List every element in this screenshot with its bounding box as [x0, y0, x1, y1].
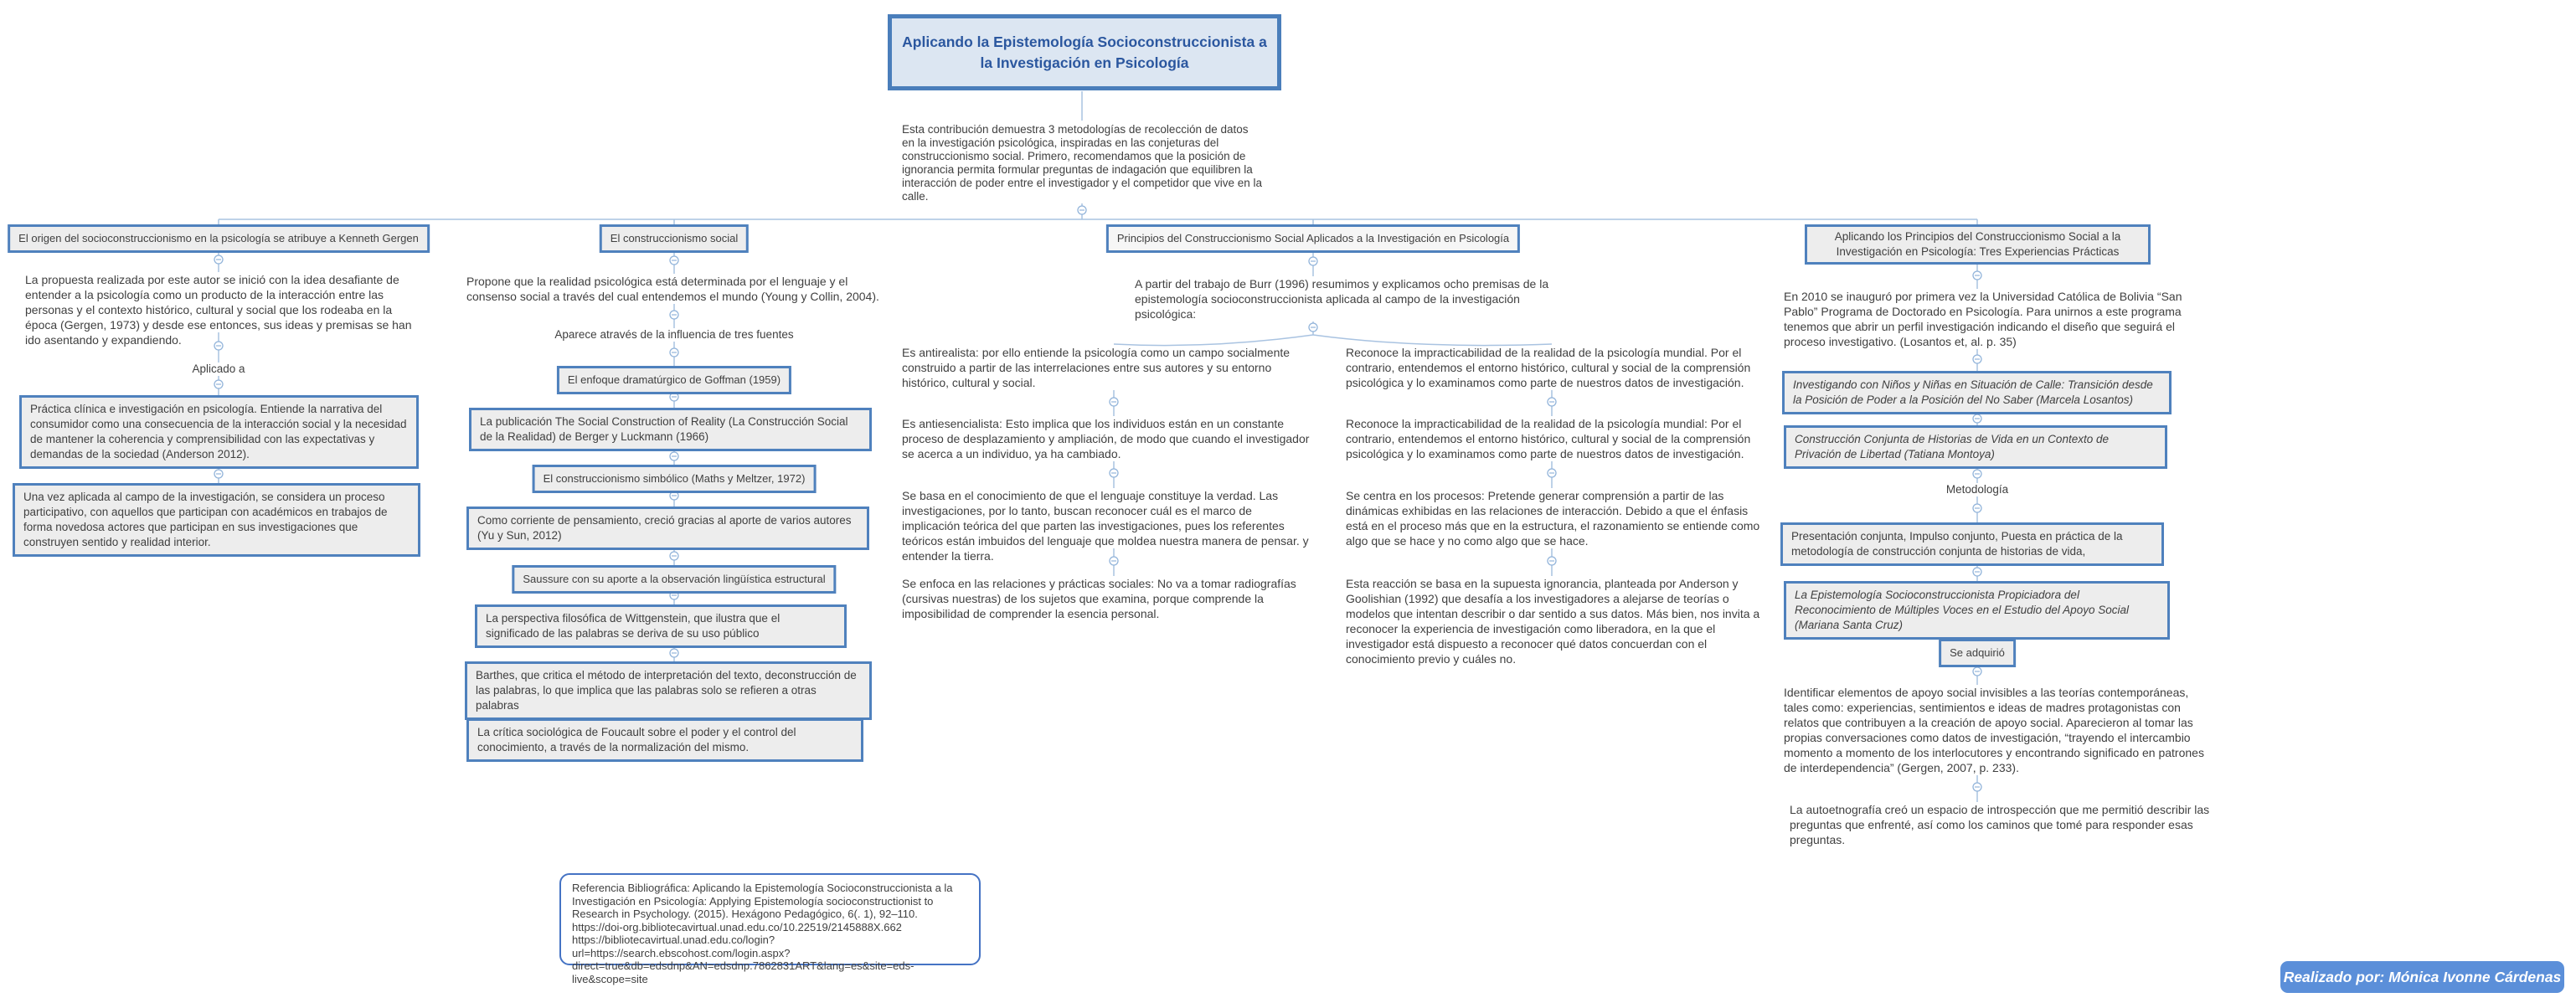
col4-identificar-paragraph[interactable]: Identificar elementos de apoyo social invisibles a las teorías contemporáneas, tales como: experiencias, sentimientos e ideas de madres protagonistas con relatos que contribuyen a la creación de apoyo social. Aparecieron al tomar las propias conversaciones como datos de investigación, “trayendo el intercambio momento a momento de los interlocutores y encontrando significado en patrones de interdependencia” (Gergen, 2007, p. 233).	[1784, 686, 2204, 774]
intro-paragraph[interactable]: Esta contribución demuestra 3 metodologías de recolección de datos en la investigación psicológica, inspiradas en las conjeturas del construccionismo social. Primero, recomendamos que la posición de ignorancia permita formular preguntas de indagación que equilibren la interacción de poder entre el investigador y el competidor que vive en la calle.	[902, 123, 1263, 203]
col4-connector-label: Metodología	[1945, 483, 2009, 496]
col3-premise-lenguaje[interactable]: Se basa en el conocimiento de que el lenguaje constituye la verdad. Las investigaciones, por lo tanto, buscan reconocer cuál es el marco de implicación teórica del que parten las investigaciones, pues los referentes teóricos están imbuidos del lenguaje que moldea nuestra manera de pensar. y entender la tierra.	[902, 489, 1309, 563]
col4-epistemologia-node[interactable]: La Epistemología Socioconstruccionista Propiciadora del Reconocimiento de Múltiples Voces en el Estudio del Apoyo Social (Mariana Santa Cruz)	[1784, 581, 2170, 640]
col2-berger-luckmann-node[interactable]: La publicación The Social Construction of Reality (La Construcción Social de la Realidad) de Berger y Luckmann (1966)	[469, 408, 872, 451]
col2-paragraph[interactable]: Propone que la realidad psicológica está determinada por el lenguaje y el consenso social a través del cual entendemos el mundo (Young y Collin, 2004).	[466, 275, 879, 303]
credit-badge[interactable]: Realizado por: Mónica Ivonne Cárdenas	[2280, 961, 2564, 993]
col3-premise-impracticabilidad-2[interactable]: Reconoce la impracticabilidad de la realidad de la psicología mundial: Por el contrario, entendemos el entorno histórico, cultural y social de la comprensión psicológica y lo examinamos como parte de nuestros datos de investigación.	[1346, 417, 1751, 460]
connector-node[interactable]	[214, 255, 223, 264]
connector-node[interactable]	[1973, 414, 1981, 423]
col3-premise-antirealista[interactable]: Es antirealista: por ello entiende la psicología como un campo socialmente construido a partir de las interrelaciones entre sus autores y su entorno histórico, cultural y social.	[902, 346, 1291, 389]
col4-investigando-node[interactable]: Investigando con Niños y Niñas en Situación de Calle: Transición desde la Posición de Poder a la Posición del No Saber (Marcela Losantos)	[1782, 371, 2172, 414]
col4-construccion-node[interactable]: Construcción Conjunta de Historias de Vida en un Contexto de Privación de Libertad (Tatiana Montoya)	[1784, 425, 2167, 469]
map-root-node[interactable]: Aplicando la Epistemología Socioconstruccionista a la Investigación en Psicología	[888, 14, 1281, 90]
connector-node[interactable]	[670, 348, 678, 357]
col2-corriente-node[interactable]: Como corriente de pensamiento, creció gracias al aporte de varios autores (Yu y Sun, 2012)	[466, 507, 869, 550]
col1-header-node[interactable]: El origen del socioconstruccionismo en la psicología se atribuye a Kenneth Gergen	[8, 224, 430, 253]
col2-header-node[interactable]: El construccionismo social	[600, 224, 749, 253]
col3-premise-impracticabilidad-1[interactable]: Reconoce la impracticabilidad de la realidad de la psicología mundial. Por el contrario, entendemos el entorno histórico, cultural y social de la comprensión psicológica y lo examinamos como parte de nuestros datos de investigación.	[1346, 346, 1751, 389]
connector-node[interactable]	[1309, 323, 1317, 332]
connector-node[interactable]	[1973, 783, 1981, 791]
col4-se-adquirio-node[interactable]: Se adquirió	[1939, 639, 2016, 667]
connector-node[interactable]	[214, 380, 223, 388]
connector-node[interactable]	[670, 649, 678, 657]
connector-curve	[1313, 335, 1552, 346]
connector-node[interactable]	[1973, 470, 1981, 478]
connector-node[interactable]	[670, 256, 678, 265]
col2-saussure-node[interactable]: Saussure con su aporte a la observación lingüística estructural	[512, 565, 836, 594]
connector-node[interactable]	[1309, 257, 1317, 265]
connector-node[interactable]	[1078, 206, 1086, 214]
connector-node[interactable]	[1548, 469, 1556, 477]
col1-connector-label: Aplicado a	[192, 363, 245, 375]
connector-node[interactable]	[1973, 568, 1981, 576]
connector-node[interactable]	[670, 552, 678, 560]
connector-curve	[1114, 335, 1313, 346]
col2-barthes-node[interactable]: Barthes, que critica el método de interpretación del texto, deconstrucción de las palabras, lo que implica que las palabras solo se refieren a otras palabras	[465, 661, 872, 720]
connector-node[interactable]	[1548, 398, 1556, 406]
connector-node[interactable]	[670, 452, 678, 460]
col3-paragraph[interactable]: A partir del trabajo de Burr (1996) resumimos y explicamos ocho premisas de la epistemología socioconstruccionista aplicada al campo de la investigación psicológica:	[1135, 277, 1549, 321]
reference-node[interactable]: Referencia Bibliográfica: Aplicando la Epistemología Socioconstruccionista a la Investigación en Psicología: Applying Epistemología socioconstructionist to Research in Psychology. (2015). Hexágono Pedagógico, 6(. 1), 92–110. https://doi-org.bibliotecavirtual.unad.edu.co/10.22519/2145888X.662 https://bibliotecavirtual.unad.edu.co/login?url=https://search.ebscohost.com/login.aspx?direct=true&db=edsdnp&AN=edsdnp.7862831ART&lang=es&site=eds-live&scope=site	[559, 873, 981, 965]
col1-practica-node[interactable]: Práctica clínica e investigación en psicología. Entiende la narrativa del consumidor como una consecuencia de la interacción social y la necesidad de mantener la coherencia y comprensibilidad con las expectativas y demandas de la sociedad (Anderson 2012).	[19, 395, 419, 469]
col3-premise-antiesencialista[interactable]: Es antiesencialista: Esto implica que los individuos están en un constante proceso de desplazamiento y ampliación, de modo que cuando el investigador se acerca a un individuo, ya ha cambiado.	[902, 417, 1310, 460]
connector-node[interactable]	[1110, 469, 1118, 477]
connector-node[interactable]	[670, 311, 678, 319]
connector-node[interactable]	[1973, 355, 1981, 363]
connector-node[interactable]	[1973, 504, 1981, 512]
col3-premise-relaciones[interactable]: Se enfoca en las relaciones y prácticas sociales: No va a tomar radiografías (cursivas nuestras) de los sujetos que examina, porque comprende la imposibilidad de comprender la esencia personal.	[902, 577, 1296, 620]
col4-autoetnografia-paragraph[interactable]: La autoetnografía creó un espacio de introspección que me permitió describir las preguntas que enfrenté, así como los caminos que tomé para responder esas preguntas.	[1790, 803, 2210, 846]
col3-premise-procesos[interactable]: Se centra en los procesos: Pretende generar comprensión a partir de las dinámicas exhibidas en las relaciones de interacción. Debido a que el énfasis está en el proceso más que en la estructura, el razonamiento se entiende como algo que se hace y no como algo que se hace.	[1346, 489, 1760, 548]
connector-node[interactable]	[1548, 557, 1556, 565]
connector-node[interactable]	[1973, 667, 1981, 676]
connector-node[interactable]	[214, 470, 223, 478]
col2-simbolico-node[interactable]: El construccionismo simbólico (Maths y Meltzer, 1972)	[533, 465, 817, 493]
col1-aplicada-node[interactable]: Una vez aplicada al campo de la investigación, se considera un proceso participativo, con aquellos que participan con académicos en trabajos de forma novedosa actores que participan en sus investigaciones que construyen sentido y realidad interior.	[13, 483, 420, 557]
col2-goffman-node[interactable]: El enfoque dramatúrgico de Goffman (1959)	[557, 366, 791, 394]
connector-node[interactable]	[1110, 398, 1118, 406]
col3-header-node[interactable]: Principios del Construccionismo Social Aplicados a la Investigación en Psicología	[1106, 224, 1520, 253]
col1-paragraph[interactable]: La propuesta realizada por este autor se inició con la idea desafiante de entender a la psicología como un producto de la interacción entre las personas y el contexto histórico, cultural y social que los rodeaba en la época (Gergen, 1973) y desde ese entonces, sus ideas y premisas se han ido asentando y expandiendo.	[25, 273, 412, 347]
col4-header-node[interactable]: Aplicando los Principios del Construccionismo Social a la Investigación en Psicología: Tres Experiencias Prácticas	[1805, 224, 2151, 265]
col2-connector-label: Aparece através de la influencia de tres fuentes	[554, 328, 794, 341]
connector-node[interactable]	[1973, 271, 1981, 280]
col2-foucault-node[interactable]: La crítica sociológica de Foucault sobre el poder y el control del conocimiento, a través de la normalización del mismo.	[466, 718, 863, 762]
col3-premise-ignorancia[interactable]: Esta reacción se basa en la supuesta ignorancia, planteada por Anderson y Goolishian (1992) que desafía a los investigadores a alejarse de teorías o modelos que intentan describir o dar sentido a sus datos. Más bien, nos invita a reconocer la experiencia de investigación como liberadora, en la que el investigador está dispuesto a reconocer qué datos concuerdan con el conocimiento previo y cuáles no.	[1346, 577, 1760, 666]
col2-wittgenstein-node[interactable]: La perspectiva filosófica de Wittgenstein, que ilustra que el significado de las palabras se deriva de su uso público	[475, 604, 847, 648]
col4-paragraph[interactable]: En 2010 se inauguró por primera vez la Universidad Católica de Bolivia “San Pablo” Programa de Doctorado en Psicología. Para unirnos a este programa tenemos que abrir un perfil investigación indicando el diseño que seguirá el proceso investigativo. (Losantos et, al. p. 35)	[1784, 290, 2182, 348]
col4-presentacion-node[interactable]: Presentación conjunta, Impulso conjunto, Puesta en práctica de la metodología de construcción conjunta de historias de vida,	[1780, 522, 2164, 566]
